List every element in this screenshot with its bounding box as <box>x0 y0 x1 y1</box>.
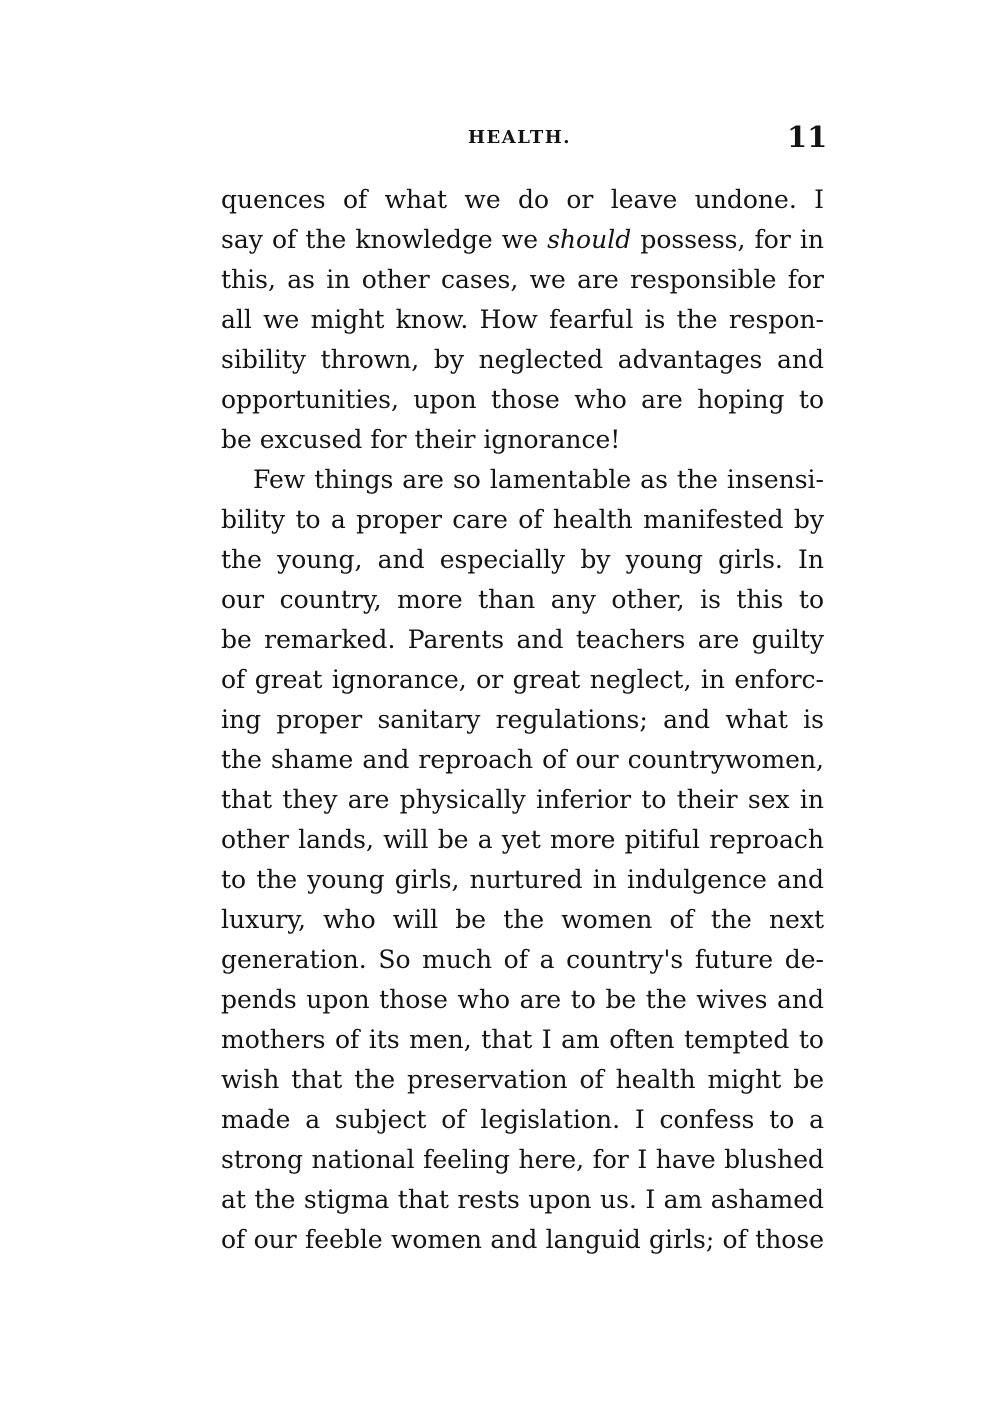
text-segment: say of the knowledge we <box>221 225 538 254</box>
text-line: all we might know. How fearful is the respon- <box>221 305 824 334</box>
text-line: made a subject of legislation. I confess to a <box>221 1105 824 1134</box>
running-head: HEALTH. <box>468 127 572 148</box>
text-line: ing proper sanitary regulations; and what is <box>221 705 824 734</box>
text-line: other lands, will be a yet more pitiful reproach <box>221 825 824 854</box>
text-line: wish that the preservation of health might be <box>221 1065 824 1094</box>
text-line: this, as in other cases, we are responsible for <box>221 265 824 294</box>
text-segment: possess, for in <box>640 225 824 254</box>
text-line: bility to a proper care of health manifested by <box>221 505 824 534</box>
text-line: quences of what we do or leave undone. I <box>221 185 824 214</box>
text-line: strong national feeling here, for I have blushed <box>221 1145 824 1174</box>
text-line: of our feeble women and languid girls; of those <box>221 1225 824 1254</box>
text-line: pends upon those who are to be the wives and <box>221 985 824 1014</box>
text-line: that they are physically inferior to their sex in <box>221 785 824 814</box>
text-line: to the young girls, nurtured in indulgence and <box>221 865 824 894</box>
text-line: be remarked. Parents and teachers are guilty <box>221 625 824 654</box>
text-line: mothers of its men, that I am often tempted to <box>221 1025 824 1054</box>
paragraph-start-line: Few things are so lamentable as the insensi- <box>253 465 824 494</box>
text-line: of great ignorance, or great neglect, in enforc- <box>221 665 824 694</box>
text-line: sibility thrown, by neglected advantages and <box>221 345 824 374</box>
text-line: at the stigma that rests upon us. I am ashamed <box>221 1185 824 1214</box>
body-text <box>221 180 824 1260</box>
text-line: generation. So much of a country's future de- <box>221 945 824 974</box>
text-line: the young, and especially by young girls. In <box>221 545 824 574</box>
page-number: 11 <box>787 120 828 154</box>
text-line: the shame and reproach of our countrywomen, <box>221 745 824 774</box>
emphasized-word: should <box>547 225 632 254</box>
text-line: our country, more than any other, is this to <box>221 585 824 614</box>
text-line <box>221 220 824 260</box>
text-line: luxury, who will be the women of the next <box>221 905 824 934</box>
text-line: opportunities, upon those who are hoping to <box>221 385 824 414</box>
text-line: be excused for their ignorance! <box>221 425 621 454</box>
